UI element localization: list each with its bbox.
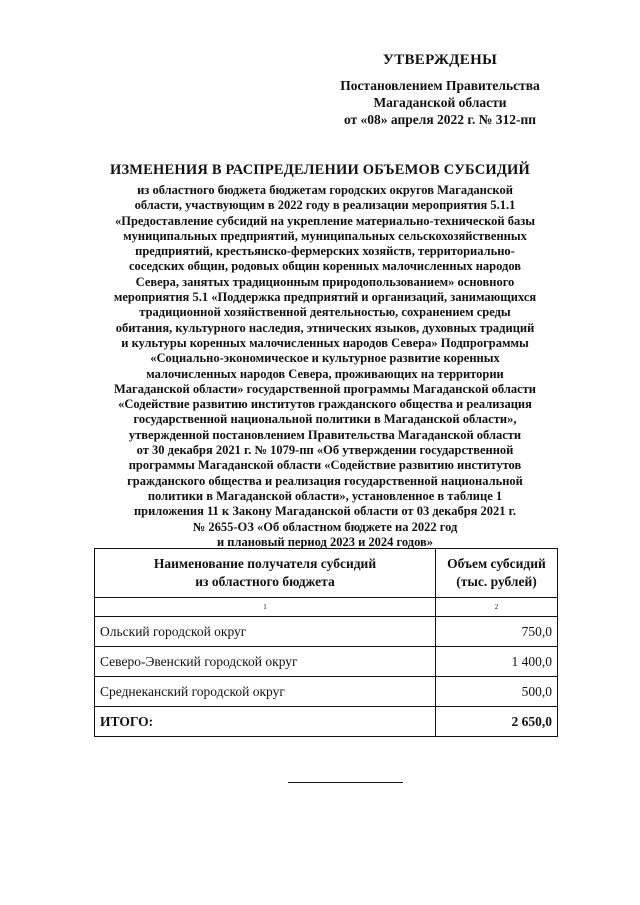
document-subtitle <box>90 183 560 550</box>
total-amount: 2 650,0 <box>436 707 558 737</box>
subsidy-table <box>94 548 558 737</box>
subtitle-line: гражданского общества и реализация государственной национальной <box>127 473 523 488</box>
subtitle-line: от 30 декабря 2021 г. № 1079-пп «Об утверждении государственной <box>136 443 514 458</box>
header-recipient-line-2: из областного бюджета <box>195 574 335 589</box>
header-amount-line-2: (тыс. рублей) <box>456 574 537 589</box>
table-header-row <box>95 549 558 598</box>
table-row <box>95 677 558 707</box>
subtitle-line: Магаданской области» государственной программы Магаданской области <box>113 381 537 396</box>
document-title: ИЗМЕНЕНИЯ В РАСПРЕДЕЛЕНИИ ОБЪЕМОВ СУБСИДИЙ <box>109 162 531 178</box>
header-amount <box>436 549 558 598</box>
approval-line-2: Магаданской области <box>373 95 507 110</box>
header-recipient <box>95 549 436 598</box>
total-row <box>95 707 558 737</box>
subtitle-line: мероприятия 5.1 «Поддержка предприятий и организаций, занимающихся <box>113 290 537 305</box>
subtitle-line: № 2655-ОЗ «Об областном бюджете на 2022 год <box>192 519 458 534</box>
approval-block <box>300 52 580 128</box>
approval-heading: УТВЕРЖДЕНЫ <box>382 52 498 68</box>
subtitle-line: из областного бюджета бюджетам городских округов Магаданской <box>137 183 513 197</box>
closing-divider <box>288 782 403 783</box>
subtitle-line: области, участвующим в 2022 году в реализации мероприятия 5.1.1 <box>134 198 516 213</box>
subsidy-amount: 1 400,0 <box>436 647 558 677</box>
subtitle-line: программы Магаданской области «Содействие развитию институтов <box>128 458 522 473</box>
subtitle-line: утвержденной постановлением Правительства Магаданской области <box>128 427 522 442</box>
subtitle-line: Севера, занятых традиционным природопользованием» основного <box>135 274 515 289</box>
table-row <box>95 647 558 677</box>
header-amount-line-1: Объем субсидий <box>447 556 546 571</box>
subtitle-line: малочисленных народов Севера, проживающих на территории <box>146 366 504 381</box>
recipient-name: Среднеканский городской округ <box>95 677 436 707</box>
table-row <box>95 617 558 647</box>
subtitle-line: «Социально-экономическое и культурное развитие коренных <box>150 351 500 366</box>
subtitle-line: и плановый период 2023 и 2024 годов» <box>216 534 434 549</box>
approval-line-3: от «08» апреля 2022 г. № 312-пп <box>343 112 537 127</box>
subtitle-line: муниципальных предприятий, муниципальных сельскохозяйственных <box>123 228 527 243</box>
column-number-row <box>95 598 558 617</box>
recipient-name: Ольский городской округ <box>95 617 436 647</box>
column-number-2: 2 <box>436 598 558 617</box>
subsidy-amount: 750,0 <box>436 617 558 647</box>
recipient-name: Северо-Эвенский городской округ <box>95 647 436 677</box>
column-number-1: 1 <box>95 598 436 617</box>
subtitle-line: «Содействие развитию институтов гражданского общества и реализация <box>118 397 532 412</box>
subtitle-line: традиционной хозяйственной деятельностью, сохранением среды <box>139 305 511 320</box>
subtitle-line: «Предоставление субсидий на укрепление материально-технической базы <box>115 213 535 228</box>
subtitle-line: приложения 11 к Закону Магаданской области от 03 декабря 2021 г. <box>133 504 517 519</box>
subtitle-line: политики в Магаданской области», установленное в таблице 1 <box>147 488 503 503</box>
subtitle-line: и культуры коренных малочисленных народов Севера» Подпрограммы <box>121 335 529 350</box>
subtitle-line: государственной национальной политики в Магаданской области», <box>133 412 517 427</box>
subtitle-line: обитания, культурного наследия, этнических языков, духовных традиций <box>115 320 535 335</box>
total-label: ИТОГО: <box>95 707 436 737</box>
approval-line-1: Постановлением Правительства <box>340 78 540 93</box>
subtitle-line: предприятий, крестьянско-фермерских хозяйств, территориально- <box>135 244 515 259</box>
header-recipient-line-1: Наименование получателя субсидий <box>153 556 377 571</box>
subsidy-amount: 500,0 <box>436 677 558 707</box>
subtitle-line: соседских общин, родовых общин коренных малочисленных народов <box>128 259 522 274</box>
